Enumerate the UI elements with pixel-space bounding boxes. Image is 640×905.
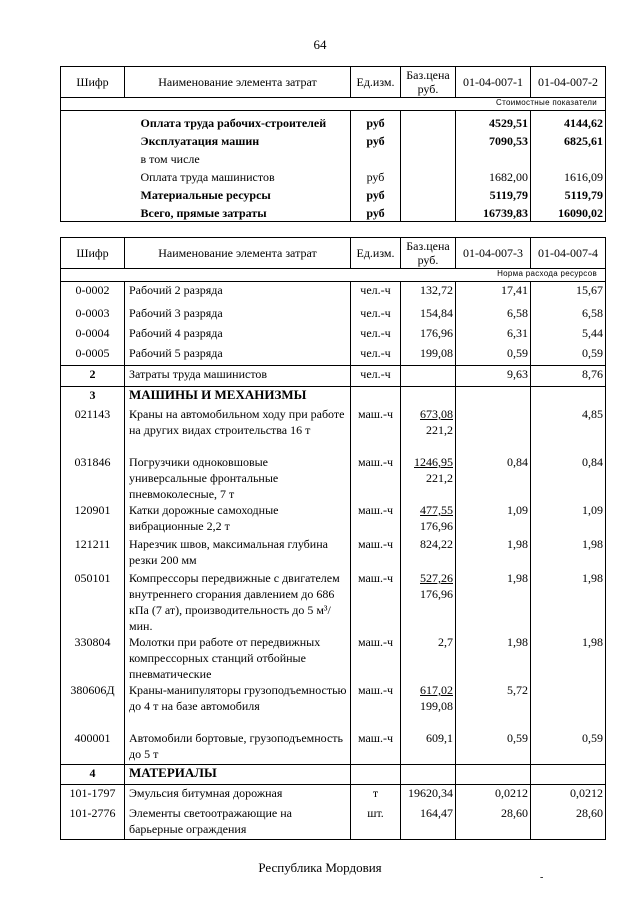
value-01-04-007-3 — [456, 765, 531, 785]
code-cell: 0-0002 — [61, 282, 125, 306]
base-price-cell — [401, 805, 456, 840]
value-01-04-007-4: 1,98 — [531, 570, 606, 634]
worker-row — [61, 282, 606, 306]
base-price: 164,47 — [420, 806, 453, 820]
code-cell — [61, 167, 125, 185]
worker-row — [61, 345, 606, 366]
base-price: 609,1 — [426, 731, 453, 745]
base-price: 1246,95 — [414, 455, 453, 469]
value-01-04-007-3: 0,0212 — [456, 785, 531, 806]
base-price-cell — [401, 185, 456, 203]
code-cell: 120901 — [61, 502, 125, 536]
code-cell: 330804 — [61, 634, 125, 682]
item-name: Автомобили бортовые, грузоподъемность до 5 т — [125, 730, 351, 765]
unit-cell: маш.-ч — [351, 502, 401, 536]
value-01-04-007-2 — [531, 149, 606, 167]
base-price: 2,7 — [438, 635, 453, 649]
value-01-04-007-4: 0,59 — [531, 345, 606, 366]
footer-region: Республика Мордовия — [258, 860, 382, 875]
base-price: 824,22 — [420, 537, 453, 551]
base-price-cell — [401, 167, 456, 185]
code-cell: 2 — [61, 366, 125, 387]
item-name: Молотки при работе от передвижных компрессорных станций отбойные пневматические — [125, 634, 351, 682]
base-price-cell — [401, 149, 456, 167]
unit-cell: руб — [351, 203, 401, 222]
material-row — [61, 805, 606, 840]
value-01-04-007-2: 6825,61 — [531, 131, 606, 149]
item-name: Эксплуатация машин — [125, 131, 351, 149]
base-price: 673,08 — [420, 407, 453, 421]
value-01-04-007-4: 0,84 — [531, 454, 606, 502]
code-cell — [61, 111, 125, 132]
operator-wage-price: 221,2 — [426, 471, 453, 485]
operator-wage-price: 199,08 — [420, 699, 453, 713]
base-price-cell — [401, 454, 456, 502]
item-name: Рабочий 5 разряда — [125, 345, 351, 366]
cost-indicators-table — [60, 66, 606, 222]
value-01-04-007-3: 1,98 — [456, 570, 531, 634]
value-01-04-007-4: 1,98 — [531, 634, 606, 682]
value-01-04-007-4 — [531, 387, 606, 407]
code-cell: 400001 — [61, 730, 125, 765]
value-01-04-007-3: 6,58 — [456, 305, 531, 325]
value-01-04-007-2: 4144,62 — [531, 111, 606, 132]
value-01-04-007-1: 1682,00 — [456, 167, 531, 185]
item-name: Рабочий 4 разряда — [125, 325, 351, 345]
value-01-04-007-4: 6,58 — [531, 305, 606, 325]
base-price-cell — [401, 682, 456, 730]
item-name: Погрузчики одноковшовые универсальные фронтальные пневмоколесные, 7 т — [125, 454, 351, 502]
section-title: МАТЕРИАЛЫ — [125, 765, 351, 785]
code-cell: 050101 — [61, 570, 125, 634]
item-name: Краны на автомобильном ходу при работе на других видах строительства 16 т — [125, 406, 351, 454]
col-v2-header: 01-04-007-2 — [531, 67, 606, 98]
unit-cell: маш.-ч — [351, 682, 401, 730]
item-name: Затраты труда машинистов — [125, 366, 351, 387]
value-01-04-007-3 — [456, 387, 531, 407]
machine-row — [61, 682, 606, 730]
value-01-04-007-4: 8,76 — [531, 366, 606, 387]
unit-cell — [351, 387, 401, 407]
unit-cell: чел.-ч — [351, 345, 401, 366]
item-name: Элементы светоотражающие на барьерные ограждения — [125, 805, 351, 840]
code-cell: 4 — [61, 765, 125, 785]
base-price: 477,55 — [420, 503, 453, 517]
operator-wage-price: 221,2 — [426, 423, 453, 437]
item-name: Оплата труда рабочих-строителей — [125, 111, 351, 132]
value-01-04-007-3: 0,84 — [456, 454, 531, 502]
machine-row — [61, 454, 606, 502]
unit-cell: маш.-ч — [351, 454, 401, 502]
cost-row — [61, 111, 606, 132]
code-cell: 031846 — [61, 454, 125, 502]
item-name: Материальные ресурсы — [125, 185, 351, 203]
value-01-04-007-4 — [531, 682, 606, 730]
value-01-04-007-3: 0,59 — [456, 345, 531, 366]
machine-row — [61, 634, 606, 682]
worker-row — [61, 325, 606, 345]
base-price: 527,26 — [420, 571, 453, 585]
unit-cell: маш.-ч — [351, 406, 401, 454]
material-row — [61, 785, 606, 806]
table2-header-row — [61, 238, 606, 269]
col-price-header: Баз.цена руб. — [401, 238, 456, 269]
base-price: 19620,34 — [408, 786, 453, 800]
base-price: 617,02 — [420, 683, 453, 697]
base-price: 154,84 — [420, 306, 453, 320]
base-price-cell — [401, 570, 456, 634]
base-price-cell — [401, 502, 456, 536]
base-price: 176,96 — [420, 326, 453, 340]
code-cell: 101-2776 — [61, 805, 125, 840]
operators-row — [61, 366, 606, 387]
value-01-04-007-2: 1616,09 — [531, 167, 606, 185]
base-price-cell — [401, 730, 456, 765]
value-01-04-007-4: 4,85 — [531, 406, 606, 454]
value-01-04-007-4: 5,44 — [531, 325, 606, 345]
unit-cell: руб — [351, 111, 401, 132]
value-01-04-007-3: 6,31 — [456, 325, 531, 345]
value-01-04-007-3: 28,60 — [456, 805, 531, 840]
base-price-cell — [401, 131, 456, 149]
value-01-04-007-4: 1,98 — [531, 536, 606, 570]
machine-row — [61, 536, 606, 570]
value-01-04-007-2: 5119,79 — [531, 185, 606, 203]
item-name: Рабочий 3 разряда — [125, 305, 351, 325]
unit-cell — [351, 765, 401, 785]
base-price-cell — [401, 111, 456, 132]
unit-cell: руб — [351, 167, 401, 185]
base-price-cell — [401, 305, 456, 325]
value-01-04-007-3: 1,09 — [456, 502, 531, 536]
unit-cell: руб — [351, 185, 401, 203]
table1-band-label: Стоимостные показатели — [61, 98, 606, 111]
materials-section-row — [61, 765, 606, 785]
col-unit-header: Ед.изм. — [351, 238, 401, 269]
col-v4-header: 01-04-007-4 — [531, 238, 606, 269]
unit-cell: т — [351, 785, 401, 806]
item-name: в том числе — [125, 149, 351, 167]
col-code-header: Шифр — [61, 238, 125, 269]
value-01-04-007-2: 16090,02 — [531, 203, 606, 222]
worker-row — [61, 305, 606, 325]
item-name: Краны-манипуляторы грузоподъемностью до 4 т на базе автомобиля — [125, 682, 351, 730]
value-01-04-007-3: 1,98 — [456, 634, 531, 682]
base-price-cell — [401, 282, 456, 306]
value-01-04-007-3: 1,98 — [456, 536, 531, 570]
page-number: 64 — [313, 37, 327, 52]
col-name-header: Наименование элемента затрат — [125, 238, 351, 269]
value-01-04-007-3: 17,41 — [456, 282, 531, 306]
cost-row — [61, 185, 606, 203]
base-price-cell — [401, 634, 456, 682]
operator-wage-price: 176,96 — [420, 519, 453, 533]
value-01-04-007-1: 5119,79 — [456, 185, 531, 203]
col-name-header: Наименование элемента затрат — [125, 67, 351, 98]
col-price-header: Баз.цена руб. — [401, 67, 456, 98]
machine-row — [61, 406, 606, 454]
value-01-04-007-3: 9,63 — [456, 366, 531, 387]
footer-mark: - — [540, 872, 544, 883]
value-01-04-007-3 — [456, 406, 531, 454]
base-price-cell — [401, 536, 456, 570]
table2-band-label: Норма расхода ресурсов — [61, 269, 606, 282]
code-cell — [61, 149, 125, 167]
col-v3-header: 01-04-007-3 — [456, 238, 531, 269]
value-01-04-007-1: 4529,51 — [456, 111, 531, 132]
item-name: Эмульсия битумная дорожная — [125, 785, 351, 806]
unit-cell: маш.-ч — [351, 570, 401, 634]
code-cell: 3 — [61, 387, 125, 407]
col-code-header: Шифр — [61, 67, 125, 98]
resource-norms-table — [60, 237, 606, 840]
base-price: 132,72 — [420, 283, 453, 297]
machines-section-row — [61, 387, 606, 407]
machine-row — [61, 730, 606, 765]
unit-cell: чел.-ч — [351, 366, 401, 387]
unit-cell — [351, 149, 401, 167]
item-name: Катки дорожные самоходные вибрационные 2,2 т — [125, 502, 351, 536]
value-01-04-007-3: 5,72 — [456, 682, 531, 730]
unit-cell: шт. — [351, 805, 401, 840]
code-cell — [61, 131, 125, 149]
value-01-04-007-4: 0,0212 — [531, 785, 606, 806]
value-01-04-007-4: 1,09 — [531, 502, 606, 536]
value-01-04-007-4: 15,67 — [531, 282, 606, 306]
value-01-04-007-1: 7090,53 — [456, 131, 531, 149]
unit-cell: руб — [351, 131, 401, 149]
code-cell: 380606Д — [61, 682, 125, 730]
unit-cell: чел.-ч — [351, 282, 401, 306]
cost-row — [61, 203, 606, 222]
base-price-cell — [401, 325, 456, 345]
col-unit-header: Ед.изм. — [351, 67, 401, 98]
value-01-04-007-1 — [456, 149, 531, 167]
col-v1-header: 01-04-007-1 — [456, 67, 531, 98]
code-cell: 121211 — [61, 536, 125, 570]
machine-row — [61, 502, 606, 536]
code-cell: 0-0004 — [61, 325, 125, 345]
unit-cell: маш.-ч — [351, 634, 401, 682]
item-name: Оплата труда машинистов — [125, 167, 351, 185]
code-cell: 021143 — [61, 406, 125, 454]
item-name: Компрессоры передвижные с двигателем внутреннего сгорания давлением до 686 кПа (7 ат), производительность до 5 м³/мин. — [125, 570, 351, 634]
code-cell — [61, 203, 125, 222]
cost-row — [61, 131, 606, 149]
value-01-04-007-3: 0,59 — [456, 730, 531, 765]
value-01-04-007-1: 16739,83 — [456, 203, 531, 222]
item-name: Нарезчик швов, максимальная глубина резки 200 мм — [125, 536, 351, 570]
base-price-cell — [401, 765, 456, 785]
item-name: Всего, прямые затраты — [125, 203, 351, 222]
base-price-cell — [401, 785, 456, 806]
base-price: 199,08 — [420, 346, 453, 360]
base-price-cell — [401, 406, 456, 454]
item-name: Рабочий 2 разряда — [125, 282, 351, 306]
machine-row — [61, 570, 606, 634]
table1-header-row — [61, 67, 606, 98]
section-title: МАШИНЫ И МЕХАНИЗМЫ — [125, 387, 351, 407]
code-cell: 101-1797 — [61, 785, 125, 806]
unit-cell: маш.-ч — [351, 730, 401, 765]
unit-cell: чел.-ч — [351, 325, 401, 345]
operator-wage-price: 176,96 — [420, 587, 453, 601]
value-01-04-007-4 — [531, 765, 606, 785]
base-price-cell — [401, 366, 456, 387]
cost-row — [61, 149, 606, 167]
base-price-cell — [401, 203, 456, 222]
value-01-04-007-4: 28,60 — [531, 805, 606, 840]
unit-cell: маш.-ч — [351, 536, 401, 570]
base-price-cell — [401, 387, 456, 407]
code-cell: 0-0005 — [61, 345, 125, 366]
code-cell — [61, 185, 125, 203]
value-01-04-007-4: 0,59 — [531, 730, 606, 765]
unit-cell: чел.-ч — [351, 305, 401, 325]
cost-row — [61, 167, 606, 185]
code-cell: 0-0003 — [61, 305, 125, 325]
base-price-cell — [401, 345, 456, 366]
